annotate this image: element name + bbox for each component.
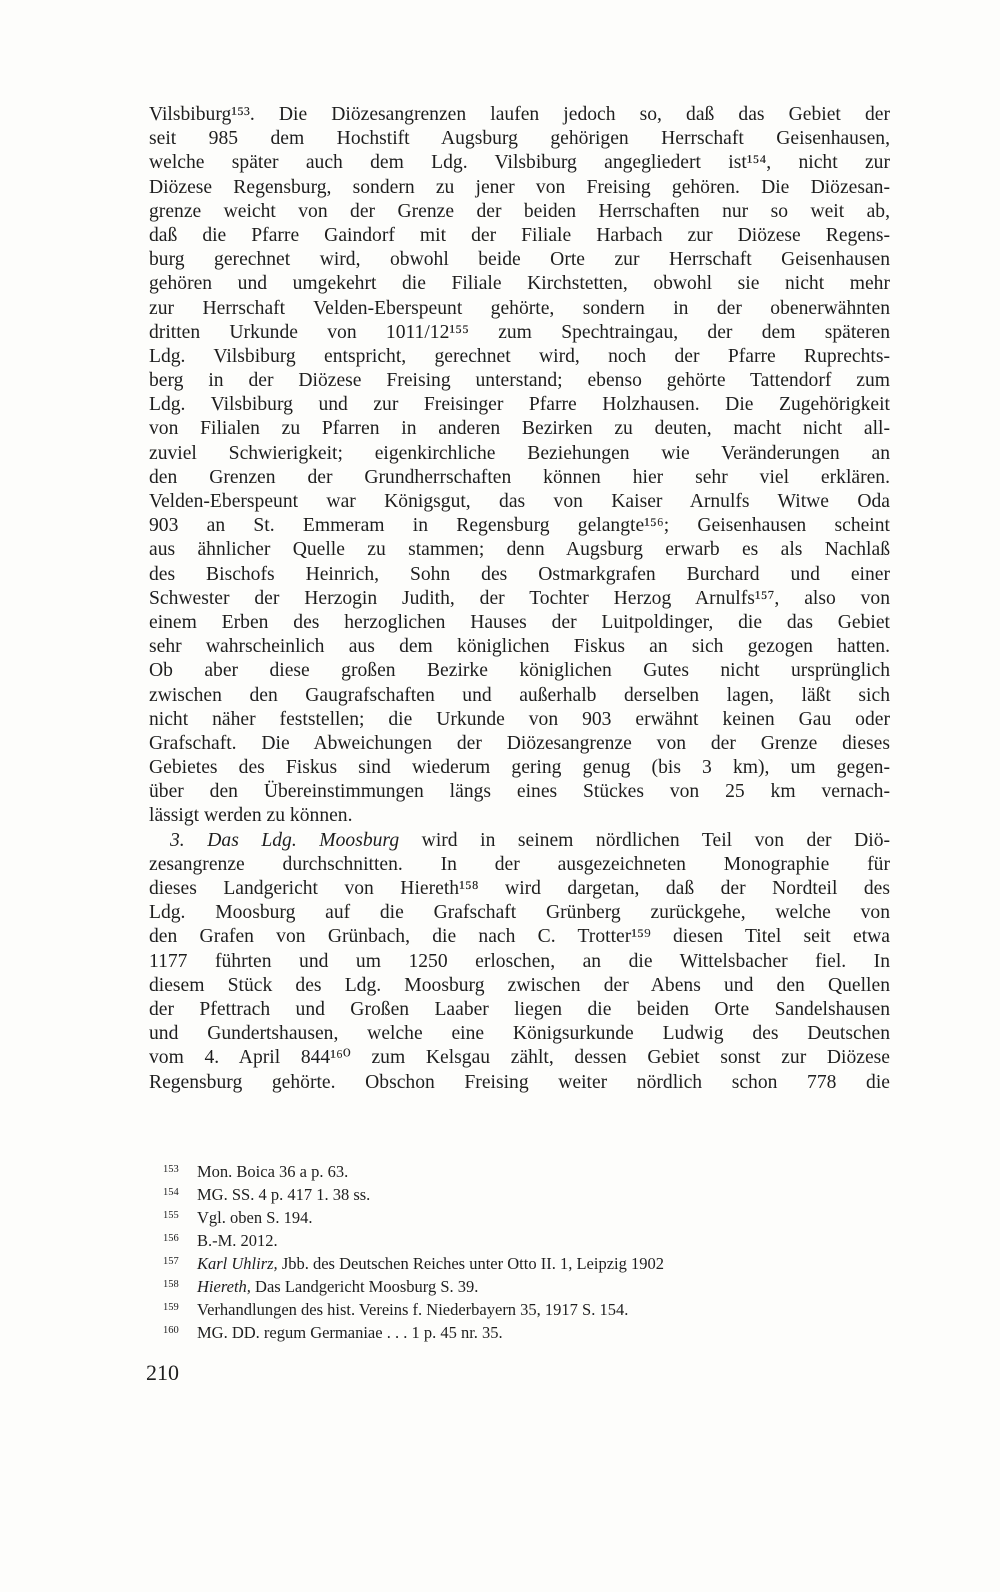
footnotes	[163, 1158, 890, 1342]
footnote	[163, 1319, 890, 1342]
text-line: dieses Landgericht von Hiereth¹⁵⁸ wird dargetan, daß der Nordteil des	[149, 878, 890, 899]
text-line: zur Herrschaft Velden-Eberspeunt gehörte, sondern in der obenerwähnten	[149, 297, 890, 319]
text-line: berg in der Diözese Freising unterstand; ebenso gehörte Tattendorf zum	[149, 370, 890, 392]
text-line: diesem Stück des Ldg. Moosburg zwischen der Abens und den Quellen	[149, 974, 890, 996]
text-line: des Bischofs Heinrich, Sohn des Ostmarkgrafen Burchard und einer	[149, 563, 890, 585]
text-line: zwischen den Gaugrafschaften und außerhalb derselben lagen, läßt sich	[149, 684, 890, 706]
footnote	[163, 1227, 890, 1250]
text-line: daß die Pfarre Gaindorf mit der Filiale Harbach zur Diözese Regens-	[149, 224, 890, 246]
text-line: einem Erben des herzoglichen Hauses der Luitpoldinger, die das Gebiet	[149, 611, 890, 633]
text-line: Grafschaft. Die Abweichungen der Diözesangrenze von der Grenze dieses	[149, 732, 890, 754]
text-line: und Gundertshausen, welche eine Königsurkunde Ludwig des Deutschen	[149, 1023, 890, 1045]
text-line: Schwester der Herzogin Judith, der Tochter Herzog Arnulfs¹⁵⁷, also von	[149, 587, 890, 609]
footnote	[163, 1273, 890, 1296]
footnote-text: Jbb. des Deutschen Reiches unter Otto II. 1, Leipzig 1902	[281, 1254, 664, 1273]
page-number: 210	[146, 1360, 179, 1385]
text-line: Ldg. Vilsbiburg und zur Freisinger Pfarre Holzhausen. Die Zugehörigkeit	[149, 394, 890, 416]
footnote-text: MG. SS. 4 p. 417 1. 38 ss.	[197, 1185, 371, 1204]
footnote-number: 154	[163, 1187, 179, 1198]
text-line: zesangrenze durchschnitten. In der ausgezeichneten Monographie für	[149, 853, 890, 875]
text-line: Diözese Regensburg, sondern zu jener von Freising gehören. Die Diözesan-	[149, 176, 890, 198]
text-line: Ob aber diese großen Bezirke königlichen Gutes nicht ursprünglich	[149, 660, 890, 682]
text-line: sehr wahrscheinlich aus dem königlichen Fiskus an sich gezogen hatten.	[149, 636, 890, 658]
footnote-number: 153	[163, 1164, 179, 1175]
section-heading-line	[149, 829, 890, 853]
footnote	[163, 1204, 890, 1227]
text-line: von Filialen zu Pfarren in anderen Bezirken zu deuten, macht nicht all-	[149, 418, 890, 440]
footnote-text: MG. DD. regum Germaniae . . . 1 p. 45 nr. 35.	[197, 1323, 503, 1342]
footnote-author: Hiereth,	[197, 1277, 251, 1296]
text-line: Velden-Eberspeunt war Königsgut, das von Kaiser Arnulfs Witwe Oda	[149, 491, 890, 512]
section-title: Das Ldg. Moosburg	[207, 829, 400, 851]
footnote	[163, 1158, 890, 1181]
footnote-number: 160	[163, 1325, 179, 1336]
footnote	[163, 1250, 890, 1273]
text-line: zuviel Schwierigkeit; eigenkirchliche Beziehungen wie Veränderungen an	[149, 442, 890, 464]
text-line: Gebietes des Fiskus sind wiederum gering genug (bis 3 km), um gegen-	[149, 757, 890, 779]
footnote-text: Mon. Boica 36 a p. 63.	[197, 1162, 349, 1181]
text-line: dritten Urkunde von 1011/12¹⁵⁵ zum Spechtraingau, der dem späteren	[149, 321, 890, 343]
footnote-text: Das Landgericht Moosburg S. 39.	[255, 1277, 479, 1296]
text-line: 1177 führten und um 1250 erloschen, an die Wittelsbacher fiel. In	[149, 950, 890, 972]
text-line: burg gerechnet wird, obwohl beide Orte zur Herrschaft Geisenhausen	[149, 249, 890, 271]
footnote-number: 159	[163, 1302, 179, 1313]
footnote	[163, 1181, 890, 1204]
text-line: Regensburg gehörte. Obschon Freising weiter nördlich schon 778 die	[149, 1071, 890, 1093]
footnote-number: 155	[163, 1210, 179, 1221]
text-line: gehören und umgekehrt die Filiale Kirchstetten, obwohl sie nicht mehr	[149, 273, 890, 295]
text-line: vom 4. April 844¹⁶⁰ zum Kelsgau zählt, dessen Gebiet sonst zur Diözese	[149, 1047, 890, 1069]
footnote-author: Karl Uhlirz,	[197, 1254, 278, 1273]
text-line: 903 an St. Emmeram in Regensburg gelangte¹⁵⁶; Geisenhausen scheint	[149, 515, 890, 537]
section-line-rest: wird in seinem nördlichen Teil von der Diö-	[421, 829, 890, 851]
text-line: seit 985 dem Hochstift Augsburg gehörigen Herrschaft Geisenhausen,	[149, 128, 890, 150]
text-line: der Pfettrach und Großen Laaber liegen die beiden Orte Sandelshausen	[149, 998, 890, 1020]
footnote-text: Verhandlungen des hist. Vereins f. Niederbayern 35, 1917 S. 154.	[197, 1300, 629, 1319]
text-line: den Grenzen der Grundherrschaften können hier sehr viel erklären.	[149, 466, 890, 488]
text-line: aus ähnlicher Quelle zu stammen; denn Augsburg erwarb es als Nachlaß	[149, 539, 890, 561]
text-line: Vilsbiburg¹⁵³. Die Diözesangrenzen laufen jedoch so, daß das Gebiet der	[149, 104, 890, 125]
footnote-number: 156	[163, 1233, 179, 1244]
text-line: Ldg. Moosburg auf die Grafschaft Grünberg zurückgehe, welche von	[149, 902, 890, 924]
footnote	[163, 1296, 890, 1319]
text-line: über den Übereinstimmungen längs eines Stückes von 25 km vernach-	[149, 781, 890, 803]
footnote-text: B.-M. 2012.	[197, 1231, 278, 1250]
footnote-text: Vgl. oben S. 194.	[197, 1208, 313, 1227]
footnote-number: 158	[163, 1279, 179, 1290]
text-line: welche später auch dem Ldg. Vilsbiburg angegliedert ist¹⁵⁴, nicht zur	[149, 152, 890, 174]
text-line: den Grafen von Grünbach, die nach C. Trotter¹⁵⁹ diesen Titel seit etwa	[149, 926, 890, 948]
text-line: grenze weicht von der Grenze der beiden Herrschaften nur so weit ab,	[149, 200, 890, 222]
text-line: Ldg. Vilsbiburg entspricht, gerechnet wird, noch der Pfarre Ruprechts-	[149, 345, 890, 367]
text-line: nicht näher feststellen; die Urkunde von 903 erwähnt keinen Gau oder	[149, 708, 890, 730]
main-text	[149, 103, 890, 1095]
section-number: 3.	[170, 829, 185, 851]
footnote-number: 157	[163, 1256, 179, 1267]
text-line: lässigt werden zu können.	[149, 805, 353, 827]
